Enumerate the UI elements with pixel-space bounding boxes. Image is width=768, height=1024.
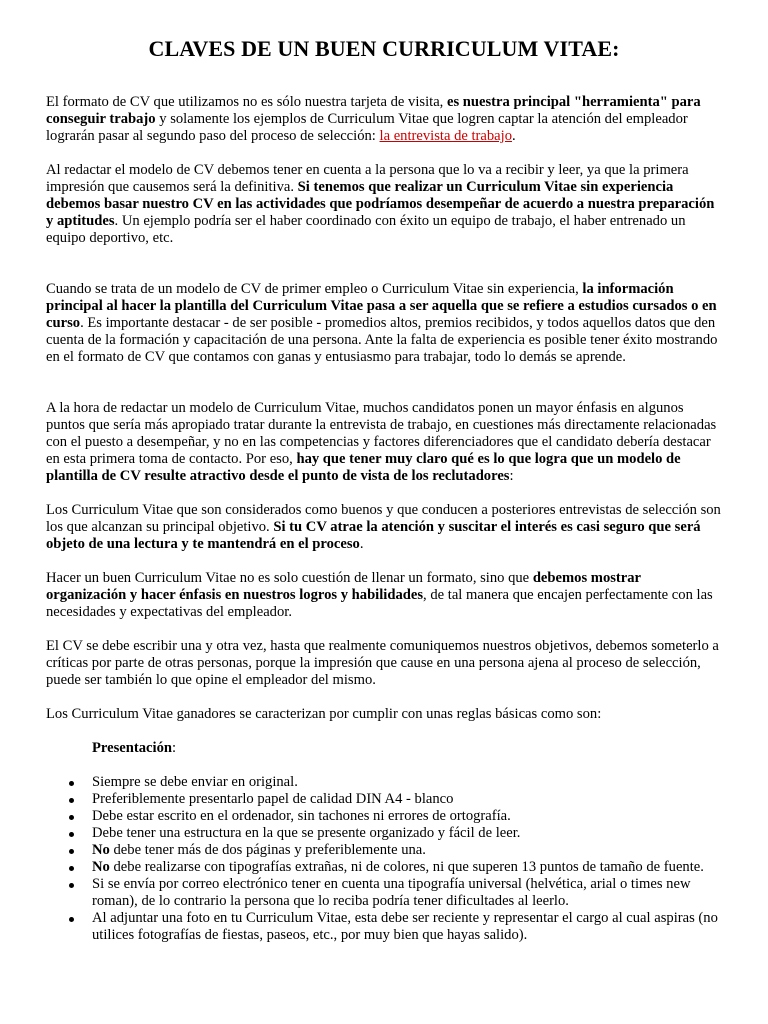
p1-text-c: y solamente los ejemplos de Curriculum Vitae que logren captar la atención del empleador lograrán pasar al segundo paso del proceso de selección: <box>46 111 688 144</box>
presentacion-colon: : <box>171 740 177 756</box>
p2-bold: Si tenemos que realizar un Curriculum Vitae sin experiencia debemos basar nuestro CV en las actividades que podríamos desempeñar de acuerdo a nuestra preparación y aptitudes <box>46 179 715 229</box>
p4-text-a: A la hora de redactar un modelo de Curriculum Vitae, muchos candidatos ponen un mayor énfasis en algunos puntos que sería más apropiado tratar durante la entrevista de trabajo, en cuestiones más directamente relacionadas con el puesto a desempeñar, y no en las competencias y factores diferenciadores que el candidato debería destacar en esta primera toma de contacto. Por eso, <box>46 400 717 467</box>
document-title: CLAVES DE UN BUEN CURRICULUM VITAE: <box>148 36 620 61</box>
list-item <box>46 842 722 859</box>
p3-text-a: Cuando se trata de un modelo de CV de primer empleo o Curriculum Vitae sin experiencia, <box>46 281 583 297</box>
p3-text-c: . Es importante destacar - de ser posible - promedios altos, premios recibidos, y todos aquellos datos que den cuenta de la formación y capacitación de una persona. Ante la falta de experiencia es posible tener éxito mostrando en el formato de CV que contamos con ganas y entusiasmo para trabajar, todo lo demás se aprende. <box>46 315 718 365</box>
p1-text-a: El formato de CV que utilizamos no es sólo nuestra tarjeta de visita, <box>46 94 447 110</box>
bullet-text: Debe estar escrito en el ordenador, sin tachones ni errores de ortografía. <box>92 808 511 824</box>
bullet-text: Preferiblemente presentarlo papel de calidad DIN A4 - blanco <box>92 791 454 807</box>
paragraph-cv-herramienta <box>46 94 722 145</box>
paragraph-reglas-basicas: Los Curriculum Vitae ganadores se caracterizan por cumplir con unas reglas básicas como son: <box>46 706 602 722</box>
p4-text-c: : <box>509 468 514 484</box>
bullet-text: Siempre se debe enviar en original. <box>92 774 298 790</box>
p5-bold: Si tu CV atrae la atención y suscitar el interés es casi seguro que será objeto de una lectura y te mantendrá en el proceso <box>46 519 701 552</box>
bullet-text: Si se envía por correo electrónico tener en cuenta una tipografía universal (helvética, arial o times new roman), de lo contrario la persona que lo reciba podría tener dificultades al leerlo. <box>92 876 691 909</box>
list-item <box>46 808 722 825</box>
presentacion-rules-list <box>46 774 722 944</box>
paragraph-buen-curriculum <box>46 570 722 621</box>
p5-text-a: Los Curriculum Vitae que son considerados como buenos y que conducen a posteriores entrevistas de selección son los que alcanzan su principal objetivo. <box>46 502 721 535</box>
bullet-text: Al adjuntar una foto en tu Curriculum Vitae, esta debe ser reciente y representar el cargo al cual aspiras (no utilices fotografías de fiestas, paseos, etc., por muy bien que hayas salido). <box>92 910 718 943</box>
paragraph-considerados-buenos <box>46 502 722 553</box>
p1-text-d: . <box>512 128 516 144</box>
p2-text-c: . Un ejemplo podría ser el haber coordinado con éxito un equipo de trabajo, el haber entrenado un equipo deportivo, etc. <box>46 213 686 246</box>
presentacion-heading <box>92 740 722 757</box>
list-item <box>46 774 722 791</box>
p6-text-a: Hacer un buen Curriculum Vitae no es solo cuestión de llenar un formato, sino que <box>46 570 533 586</box>
paragraph-escribir-otra-vez: El CV se debe escribir una y otra vez, hasta que realmente comuniquemos nuestros objetivos, debemos someterlo a críticas por parte de otras personas, porque la impresión que cause en una persona ajena al proceso de selección, puede ser también lo que opine el empleador del mismo. <box>46 638 719 688</box>
p1-bold: es nuestra principal "herramienta" para conseguir trabajo <box>46 94 701 127</box>
bullet-text: Debe tener una estructura en la que se presente organizado y fácil de leer. <box>92 825 521 841</box>
p3-bold: la información principal al hacer la plantilla del Curriculum Vitae pasa a ser aquella que se refiere a estudios cursados o en curso <box>46 281 717 331</box>
entrevista-de-trabajo-link[interactable]: la entrevista de trabajo <box>379 128 513 144</box>
p6-bold: debemos mostrar organización y hacer énfasis en nuestros logros y habilidades <box>46 570 641 603</box>
list-item <box>46 910 722 944</box>
bullet-text: debe tener más de dos páginas y preferiblemente una. <box>109 842 426 858</box>
list-item <box>46 825 722 842</box>
document-body <box>46 94 722 944</box>
list-item <box>46 859 722 876</box>
list-item <box>46 876 722 910</box>
p6-text-c: , de tal manera que encajen perfectamente con las necesidades y expectativas del empleador. <box>46 587 713 620</box>
paragraph-redactar-modelo <box>46 162 722 247</box>
bullet-bold-no: No <box>92 859 110 875</box>
paragraph-hora-de-redactar <box>46 400 722 485</box>
p4-bold: hay que tener muy claro qué es lo que logra que un modelo de plantilla de CV resulte atractivo desde el punto de vista de los reclutadores <box>46 451 681 484</box>
presentacion-label: Presentación <box>92 740 172 756</box>
p2-text-a: Al redactar el modelo de CV debemos tener en cuenta a la persona que lo va a recibir y leer, ya que la primera impresión que causemos será la definitiva. <box>46 162 689 195</box>
bullet-text: debe realizarse con tipografías extrañas, ni de colores, ni que superen 13 puntos de tamaño de fuente. <box>109 859 704 875</box>
p5-text-c: . <box>359 536 364 552</box>
bullet-bold-no: No <box>92 842 110 858</box>
list-item <box>46 791 722 808</box>
paragraph-primer-empleo <box>46 281 722 366</box>
